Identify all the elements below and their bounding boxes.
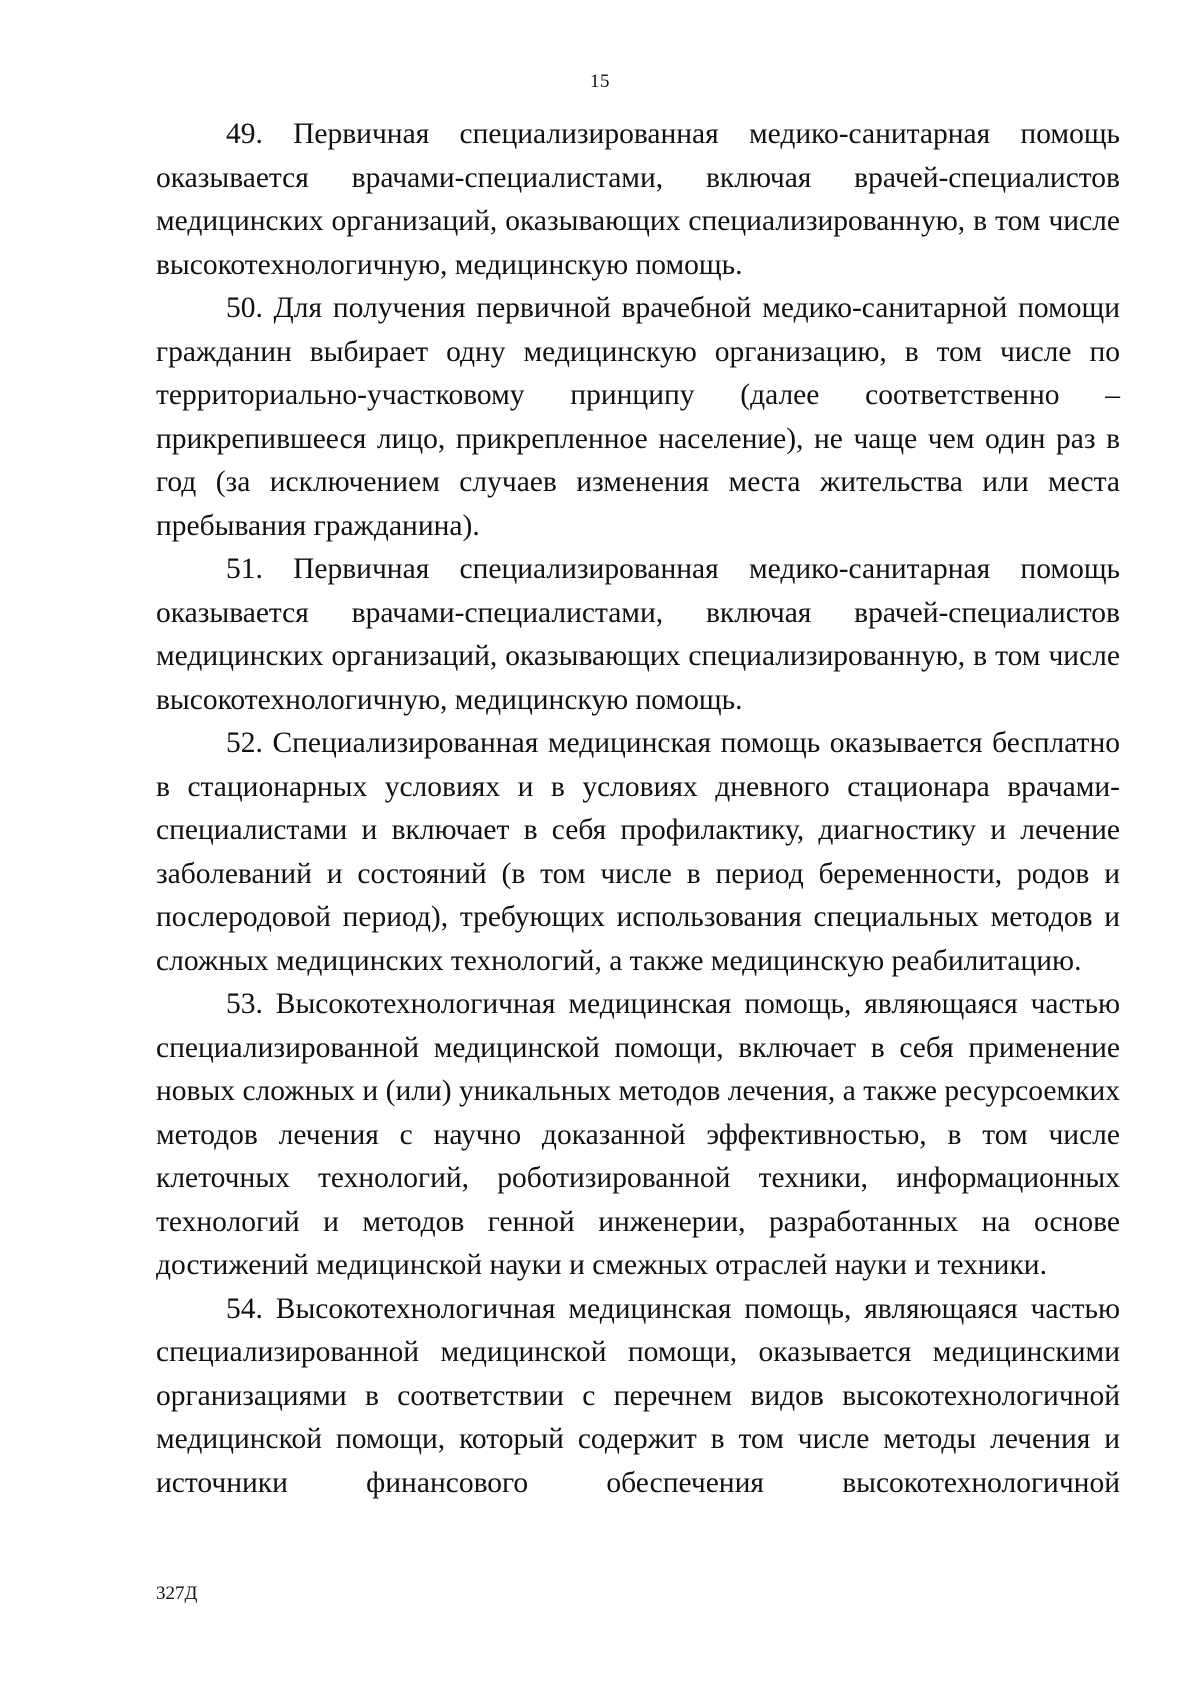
document-body bbox=[156, 113, 1120, 1505]
document-code: 327Д bbox=[156, 1583, 198, 1604]
page-number: 15 bbox=[590, 71, 610, 92]
paragraph-49: 49. Первичная специализированная медико-санитарная помощь оказывается врачами-специалистами, включая врачей-специалистов медицинских организаций, оказывающих специализированную, в том числе высокотехнологичную, медицинскую помощь. bbox=[156, 118, 1120, 281]
paragraph-53: 53. Высокотехнологичная медицинская помощь, являющаяся частью специализированной медицинской помощи, включает в себя применение новых сложных и (или) уникальных методов лечения, а также ресурсоемких методов лечения с научно доказанной эффективностью, в том числе клеточных технологий, роботизированной техники, информационных технологий и методов генной инженерии, разработанных на основе достижений медицинской науки и смежных отраслей науки и техники. bbox=[156, 988, 1120, 1281]
paragraph-51: 51. Первичная специализированная медико-санитарная помощь оказывается врачами-специалистами, включая врачей-специалистов медицинских организаций, оказывающих специализированную, в том числе высокотехнологичную, медицинскую помощь. bbox=[156, 553, 1120, 716]
paragraph-54: 54. Высокотехнологичная медицинская помощь, являющаяся частью специализированной медицинской помощи, оказывается медицинскими организациями в соответствии с перечнем видов высокотехнологичной медицинской помощи, который содержит в том числе методы лечения и источники финансового обеспечения высокотехнологичной bbox=[156, 1292, 1120, 1499]
paragraph-52: 52. Специализированная медицинская помощь оказывается бесплатно в стационарных условиях и в условиях дневного стационара врачами-специалистами и включает в себя профилактику, диагностику и лечение заболеваний и состояний (в том числе в период беременности, родов и послеродовой период), требующих использования специальных методов и сложных медицинских технологий, а также медицинскую реабилитацию. bbox=[156, 727, 1120, 977]
paragraph-50: 50. Для получения первичной врачебной медико-санитарной помощи гражданин выбирает одну медицинскую организацию, в том числе по территориально-участковому принципу (далее соответственно – прикрепившееся лицо, прикрепленное население), не чаще чем один раз в год (за исключением случаев изменения места жительства или места пребывания гражданина). bbox=[156, 292, 1120, 542]
